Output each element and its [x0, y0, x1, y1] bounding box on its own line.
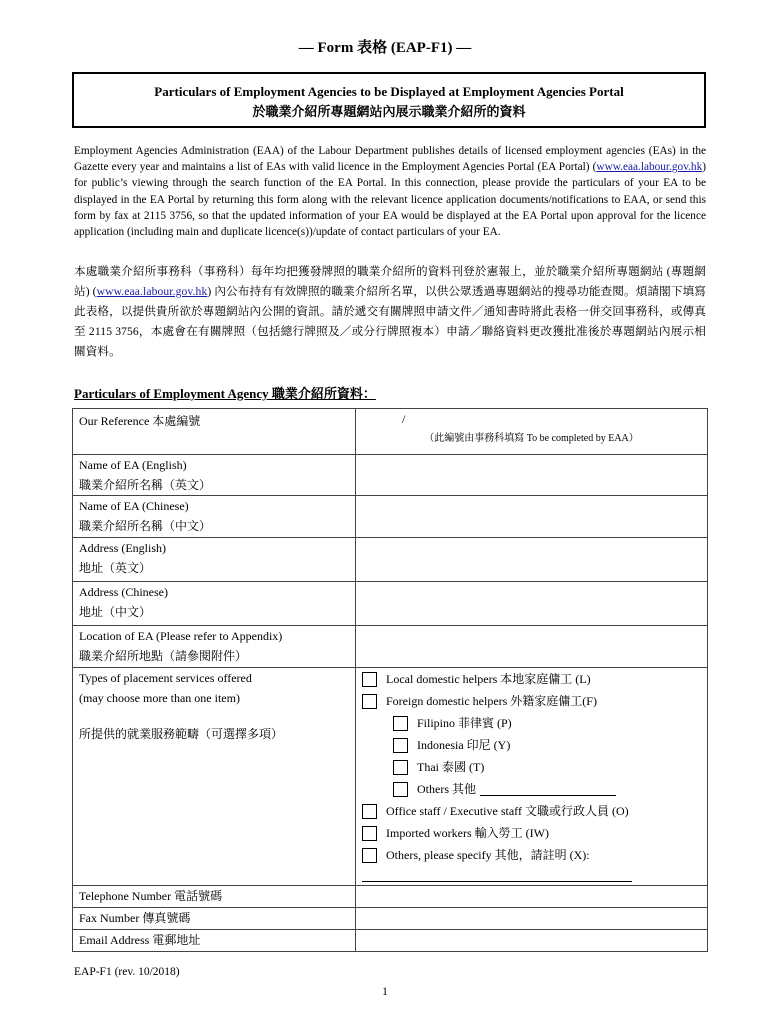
office-staff-checkbox[interactable] [362, 804, 377, 819]
thai-checkbox[interactable] [393, 760, 408, 775]
service-others-specify-option[interactable] [362, 844, 701, 866]
service-filipino-option[interactable] [362, 712, 701, 734]
service-foreign-option[interactable] [362, 690, 701, 712]
indonesia-checkbox[interactable] [393, 738, 408, 753]
reference-note: （此編號由事務科填寫 To be completed by EAA） [424, 433, 639, 444]
eaa-portal-link-english[interactable]: www.eaa.labour.gov.hk [596, 161, 703, 174]
services-label-en-2: (may choose more than one item) [79, 691, 240, 705]
reference-slash: / [402, 412, 406, 426]
address-english-field[interactable] [356, 538, 708, 582]
service-thai-label: Thai 泰國 (T) [417, 760, 485, 774]
service-indonesia-label: Indonesia 印尼 (Y) [417, 738, 511, 752]
table-row [73, 668, 708, 886]
intro-zh-text-2: ) 內公布持有有效牌照的職業介紹所名單，以供公眾透過專題網站的搜尋功能查閱。煩請閣下填寫此表格，以提供貴所欲於專題網站內公開的資訊。請於遞交有關牌照申請文件／通知書時將此表格一併交回事務科，或傳真至 2115 3756，本處會在有關牌照（包括總行牌照及／或分行牌照複本）申請／聯絡資料更改獲批准後於專題網站內展示相關資料。 [74, 285, 706, 358]
intro-paragraph-chinese [74, 262, 706, 362]
location-label [73, 626, 356, 668]
fax-field[interactable] [356, 908, 708, 930]
foreign-domestic-checkbox[interactable] [362, 694, 377, 709]
others-sub-blank-line[interactable] [480, 783, 616, 796]
name-english-label-en: Name of EA (English) [79, 458, 187, 472]
service-imported-option[interactable] [362, 822, 701, 844]
intro-paragraph-english [74, 143, 706, 240]
email-label: Email Address 電郵地址 [73, 930, 356, 952]
address-chinese-label-zh: 地址（中文） [79, 605, 152, 619]
address-english-label-zh: 地址（英文） [79, 561, 152, 575]
service-others-sub-option[interactable] [362, 778, 701, 800]
fax-label: Fax Number 傳真號碼 [73, 908, 356, 930]
service-local-option[interactable] [362, 668, 701, 690]
name-english-label [73, 455, 356, 496]
telephone-label: Telephone Number 電話號碼 [73, 886, 356, 908]
name-english-field[interactable] [356, 455, 708, 496]
intro-zh-text-1: 本處職業介紹所事務科（事務科）每年均把獲發牌照的職業介紹所的資料刊登於憲報上，並於職業介紹所專題網站 (專題網站) ( [74, 265, 706, 298]
address-english-label [73, 538, 356, 582]
filipino-checkbox[interactable] [393, 716, 408, 731]
form-heading-english: Particulars of Employment Agencies to be Displayed at Employment Agencies Portal [154, 84, 624, 99]
name-chinese-label-en: Name of EA (Chinese) [79, 499, 189, 513]
service-foreign-label: Foreign domestic helpers 外籍家庭傭工(F) [386, 694, 597, 708]
location-label-zh: 職業介紹所地點（請參閱附件） [79, 649, 248, 663]
local-domestic-checkbox[interactable] [362, 672, 377, 687]
service-local-label: Local domestic helpers 本地家庭傭工 (L) [386, 672, 591, 686]
telephone-field[interactable] [356, 886, 708, 908]
table-row [73, 908, 708, 930]
address-chinese-label [73, 582, 356, 626]
intro-en-text-2: ) for public’s viewing through the search function of the EA Portal. In this connection, please provide the particulars of your EA to be displayed in the EA Portal by returning this form along with the relevant licence application documents/notifications to EAA, or send this form by fax at 2115 3756, so that the updated information of your EA would be displayed at the EA Portal upon approval for the licence application (including main and duplicate licence(s))/update of contact particulars of your EA. [74, 161, 706, 239]
address-chinese-field[interactable] [356, 582, 708, 626]
section-heading: Particulars of Employment Agency 職業介紹所資料： [74, 386, 376, 401]
eaa-portal-link-chinese[interactable]: www.eaa.labour.gov.hk [96, 285, 208, 298]
name-chinese-label-zh: 職業介紹所名稱（中文） [79, 519, 212, 533]
service-others-sub-label: Others 其他 [417, 782, 476, 796]
services-label-en-1: Types of placement services offered [79, 671, 252, 685]
imported-workers-checkbox[interactable] [362, 826, 377, 841]
page-number: 1 [382, 986, 388, 998]
name-chinese-field[interactable] [356, 496, 708, 538]
others-sub-checkbox[interactable] [393, 782, 408, 797]
table-row [73, 582, 708, 626]
form-heading-chinese: 於職業介紹所專題網站內展示職業介紹所的資料 [252, 104, 526, 119]
service-others-specify-label: Others, please specify 其他，請註明 (X): [386, 848, 590, 862]
service-imported-label: Imported workers 輸入勞工 (IW) [386, 826, 549, 840]
service-office-option[interactable] [362, 800, 701, 822]
address-chinese-label-en: Address (Chinese) [79, 585, 168, 599]
form-revision: EAP-F1 (rev. 10/2018) [74, 966, 180, 978]
our-reference-field[interactable] [356, 409, 708, 455]
address-english-label-en: Address (English) [79, 541, 166, 555]
table-row [73, 538, 708, 582]
particulars-table [72, 408, 708, 952]
service-indonesia-option[interactable] [362, 734, 701, 756]
form-heading-box [72, 72, 706, 128]
service-office-label: Office staff / Executive staff 文職或行政人員 (O) [386, 804, 629, 818]
service-thai-option[interactable] [362, 756, 701, 778]
form-title: — Form 表格 (EAP-F1) — [298, 40, 472, 56]
others-specify-checkbox[interactable] [362, 848, 377, 863]
email-field[interactable] [356, 930, 708, 952]
intro-en-text-1: Employment Agencies Administration (EAA) of the Labour Department publishes details of licensed employment agencies (EAs) in the Gazette every year and maintains a list of EAs with valid licence in the Employment Agencies Portal (EA Portal) ( [74, 145, 706, 174]
services-label-zh: 所提供的就業服務範疇（可選擇多項） [79, 727, 284, 741]
table-row [73, 409, 708, 455]
location-label-en: Location of EA (Please refer to Appendix) [79, 629, 283, 643]
services-label [73, 668, 356, 886]
table-row [73, 455, 708, 496]
table-row [73, 496, 708, 538]
services-options [356, 668, 708, 886]
name-english-label-zh: 職業介紹所名稱（英文） [79, 478, 212, 492]
table-row [73, 626, 708, 668]
table-row [73, 930, 708, 952]
name-chinese-label [73, 496, 356, 538]
table-row [73, 886, 708, 908]
others-specify-blank-line[interactable] [362, 880, 632, 882]
service-filipino-label: Filipino 菲律賓 (P) [417, 716, 512, 730]
our-reference-label: Our Reference 本處編號 [73, 409, 356, 455]
location-field[interactable] [356, 626, 708, 668]
